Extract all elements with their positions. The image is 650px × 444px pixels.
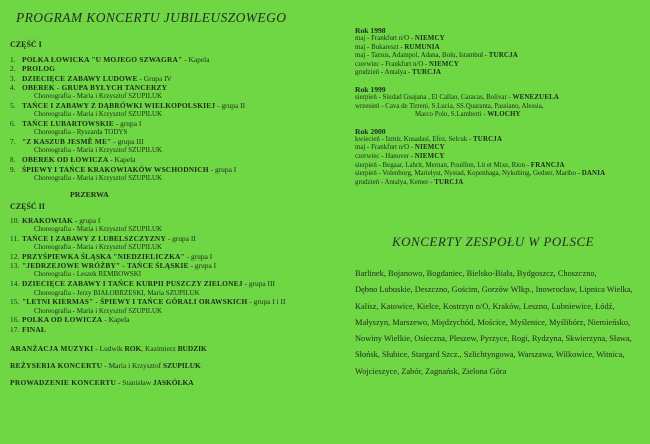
item-number: 11. [10, 233, 19, 243]
item-number: 7. [10, 137, 16, 147]
program-item [10, 119, 340, 128]
item-choreography: Choreografia - Maria i Krzysztof SZUPILUK [34, 243, 163, 252]
item-title: TAŃCE LUBARTOWSKIE [22, 119, 114, 129]
item-number: 10. [10, 215, 20, 225]
trip-country: TURCJA [434, 178, 464, 186]
item-group: - Kapela [182, 55, 210, 64]
credit-text: , Kazimierz [141, 344, 178, 354]
credit-label: PROWADZENIE KONCERTU [10, 378, 117, 388]
tour-trip [355, 153, 643, 162]
trip-places: czerwiec - Frankfurt n/O - [355, 60, 430, 68]
koncerty-title: KONCERTY ZESPOŁU W POLSCE [392, 234, 595, 249]
item-number: 6. [10, 119, 16, 129]
item-group: - grupa I [184, 251, 213, 261]
item-group: - grupa I [208, 164, 237, 174]
tour-trip [355, 179, 643, 188]
program-column [10, 10, 340, 395]
part-one-list [10, 55, 340, 183]
program-item [10, 155, 340, 164]
item-number: 9. [10, 164, 16, 174]
credit-name: ROK [124, 344, 142, 354]
item-choreography: Choreografia - Maria i Krzysztof SZUPILUK [34, 92, 163, 101]
tour-trip [355, 103, 643, 112]
tour-trip [355, 170, 643, 179]
tour-trip [355, 35, 643, 44]
item-choreography: Choreografia - Maria i Krzysztof SZUPILUK [34, 146, 163, 155]
item-title: TAŃCE I ZABAWY Z LUBELSZCZYZNY [22, 233, 166, 243]
tour-year: Rok 2000 [355, 126, 386, 136]
item-number: 12. [10, 251, 20, 261]
program-item [10, 297, 340, 306]
trip-places: wrzesień - Cava de Tirreni, S.Lucia, SS.Quaranta, Passiano, Alessia, [355, 102, 544, 110]
item-group: - grupa III [111, 137, 144, 147]
item-title: TAŃCE I ZABAWY Z DĄBRÓWKI WIELKOPOLSKIEJ [22, 100, 216, 110]
tour-trip [355, 136, 643, 145]
break-label: PRZERWA [70, 189, 109, 199]
item-choreography: Choreografia - Maria i Krzysztof SZUPILUK [34, 224, 163, 233]
program-item [10, 216, 340, 225]
item-title: PRZYŚPIEWKA ŚLĄSKA "NIEDZIELICZKA" [22, 251, 185, 261]
trip-places: czerwiec - Hanover - [355, 152, 415, 160]
item-number: 16. [10, 315, 20, 325]
tour-year: Rok 1999 [355, 84, 386, 94]
tour-trip [355, 162, 643, 171]
program-item [10, 325, 340, 334]
item-group: - grupa II [166, 233, 196, 243]
item-group: - Kapela [102, 315, 130, 325]
trip-country: FRANCJA [530, 161, 565, 169]
item-title: PROLOG [22, 64, 56, 74]
program-item [10, 137, 340, 146]
tour-year-block [355, 127, 643, 188]
tour-year-block [355, 85, 643, 120]
program-item [10, 234, 340, 243]
trip-country: TURCJA [472, 135, 503, 143]
tour-trip [355, 111, 643, 120]
credit-label: REŻYSERIA KONCERTU [10, 361, 103, 371]
item-group: - Grupa IV [137, 73, 172, 83]
item-title: FINAŁ [22, 324, 46, 334]
program-title: PROGRAM KONCERTU JUBILEUSZOWEGO [16, 10, 287, 25]
item-title: ŚPIEWY I TAŃCE KRAKOWIAKÓW WSCHODNICH [22, 164, 209, 174]
trip-places: grudzień - Antalya - [355, 69, 413, 77]
program-item [10, 55, 340, 64]
trip-country: NIEMCY [429, 60, 459, 68]
cities-line: Małyszyn, Marszewo, Międzychód, Mościce, Myślenice, Myślibórz, Niemieńsko, [355, 317, 631, 327]
trip-country: TURCJA [488, 52, 518, 60]
item-number: 8. [10, 155, 16, 165]
item-group: - grupa I [73, 215, 101, 225]
tour-year: Rok 1998 [355, 26, 386, 35]
item-title: DZIECIĘCE ZABAWY LUDOWE [22, 73, 138, 83]
item-number: 1. [10, 55, 16, 64]
item-number: 13. [10, 261, 20, 271]
cities-line: Nowiny Wielkie, Osieczna, Pleszew, Pyrzyce, Rogi, Rydzyna, Skwierzyna, Sława, [355, 334, 632, 344]
trip-country: WŁOCHY [487, 111, 521, 119]
trip-country: TURCJA [412, 69, 442, 77]
item-group: - grupa I i II [247, 297, 286, 307]
item-number: 14. [10, 279, 20, 289]
program-item [10, 315, 340, 324]
item-choreography: Choreografia - Leszek REMBOWSKI [34, 270, 142, 279]
program-item [10, 252, 340, 261]
cities-line: Barlinek, Bojanowo, Bogdaniec, Bielsko-Biała, Bydgoszcz, Choszczno, [355, 269, 597, 278]
item-title: OBEREK OD ŁOWICZA [22, 155, 109, 165]
trip-places: maj - Frankfurt n/O - [355, 144, 415, 152]
program-item [10, 74, 340, 83]
item-number: 4. [10, 82, 16, 92]
program-item [10, 83, 340, 92]
program-item [10, 101, 340, 110]
tour-trip [355, 69, 643, 78]
cities-line: Wojcieszyce, Zabór, Zagnańsk, Zielona Góra [355, 366, 507, 376]
program-item [10, 279, 340, 288]
tour-trip [355, 61, 643, 70]
credit-line [10, 361, 340, 370]
program-item [10, 261, 340, 270]
credit-name: JASKÓŁKA [152, 378, 194, 388]
trip-places: maj - Bukareszt - [355, 43, 405, 51]
part-one-heading: CZĘŚĆ I [10, 40, 42, 49]
program-item [10, 64, 340, 73]
item-title: DZIECIĘCE ZABAWY I TAŃCE KURPII PUSZCZY ZIELONEJ [22, 279, 243, 289]
item-title: POLKA OD ŁOWICZA [22, 315, 103, 325]
trip-country: NIEMCY [414, 152, 445, 160]
trip-country: NIEMCY [414, 144, 445, 152]
credit-text: - Stanisław [116, 378, 153, 388]
item-title: OBEREK - GRUPA BYŁYCH TANCERZY [22, 82, 168, 92]
item-choreography: Choreografia - Maria i Krzysztof SZUPILUK [34, 110, 163, 119]
credit-name: SZUPILUK [162, 361, 201, 371]
trip-places: kwiecień - Izmir, Kusadasi, Efez, Selcuk - [355, 135, 473, 143]
part-two-list [10, 216, 340, 334]
credits [10, 344, 340, 387]
credit-name: BUDZIK [177, 344, 207, 354]
item-title: POLKA ŁOWICKA "U MOJEGO SZWAGRA" [22, 55, 183, 64]
item-choreography: Choreografia - Maria i Krzysztof SZUPILUK [34, 173, 163, 182]
trip-places: grudzień - Antalya, Kemer - [355, 178, 435, 186]
tour-trip [355, 44, 643, 53]
program-item [10, 165, 340, 174]
item-group: - grupa III [242, 279, 275, 289]
item-group: - grupa I [188, 261, 217, 271]
trip-country: DANIA [581, 170, 606, 178]
credit-line [10, 378, 340, 387]
item-group: - Kapela [108, 155, 136, 165]
trip-places: sierpień - Begaar, Lahrit, Mernan, Pouillon, Lit et Mixe, Rion - [355, 161, 531, 169]
item-choreography: Choreografia - Ryszarda TODYS [34, 128, 128, 137]
item-group: - grupa II [215, 100, 246, 110]
item-choreography: Choreografia - Jerzy BIAŁOBRZESKI, Maria SZUPILUK [34, 288, 200, 297]
cities-list [355, 266, 645, 380]
item-number: 15. [10, 297, 20, 307]
item-choreography: Choreografia - Maria i Krzysztof SZUPILUK [34, 306, 163, 315]
item-title: "JEDRZEJOWE WRÓŻBY" - TAŃCE ŚLĄSKIE [22, 261, 189, 271]
cities-line: Dębno Lubuskie, Deszczno, Gościm, Gorzów Wlkp., Inowrocław, Lipnica Wielka, [355, 285, 633, 295]
trip-places: sierpień - Siudad Guajana , El Callao, Caracas, Bolivar - [355, 93, 513, 101]
credit-text: - Maria i Krzysztof [102, 361, 163, 371]
item-number: 5. [10, 100, 16, 110]
credit-label: ARANŻACJA MUZYKI [10, 344, 94, 354]
cities-line: Kalisz, Katowice, Kielce, Kostrzyn n/O, Kraków, Leszno, Lubniewice, Łódź, [355, 301, 615, 311]
trip-country: NIEMCY [414, 35, 445, 42]
trip-places: sierpień - Volenborg, Marielyst, Nystad, Kopenhaga, Nykobing, Gedser, Maribo - [355, 170, 582, 178]
trip-places: maj - Tarsus, Adampol, Adana, Bolu, Istambuł - [355, 52, 489, 60]
item-number: 3. [10, 73, 16, 83]
tour-year-block [355, 26, 643, 78]
part-two-heading: CZĘŚĆ II [10, 201, 45, 211]
cities-line: Słońsk, Słubice, Stargard Szcz., Szlichtyngowa, Warszawa, Wilkowice, Witnica, [355, 350, 625, 360]
item-title: "LETNI KIERMAS" - ŚPIEWY I TAŃCE GÓRALI ORAWSKICH [22, 297, 248, 307]
tour-trip [355, 94, 643, 103]
item-number: 17. [10, 324, 20, 334]
trip-places: Marco Polo, S.Lamberti - [415, 111, 488, 119]
tours-column [355, 26, 643, 194]
item-group: - grupa I [113, 119, 142, 129]
tour-trip [355, 52, 643, 61]
trip-country: WENEZUELA [512, 93, 560, 101]
credit-line [10, 344, 340, 353]
item-title: KRAKOWIAK [22, 215, 74, 225]
credit-text: - Ludwik [93, 344, 125, 354]
trip-places: maj - Frankfurt n/O - [355, 35, 415, 42]
item-title: "Z KASZUB JESMĚ ME" [22, 137, 112, 147]
item-number: 2. [10, 64, 16, 74]
trip-country: RUMUNIA [404, 43, 440, 51]
tour-trip [355, 144, 643, 153]
